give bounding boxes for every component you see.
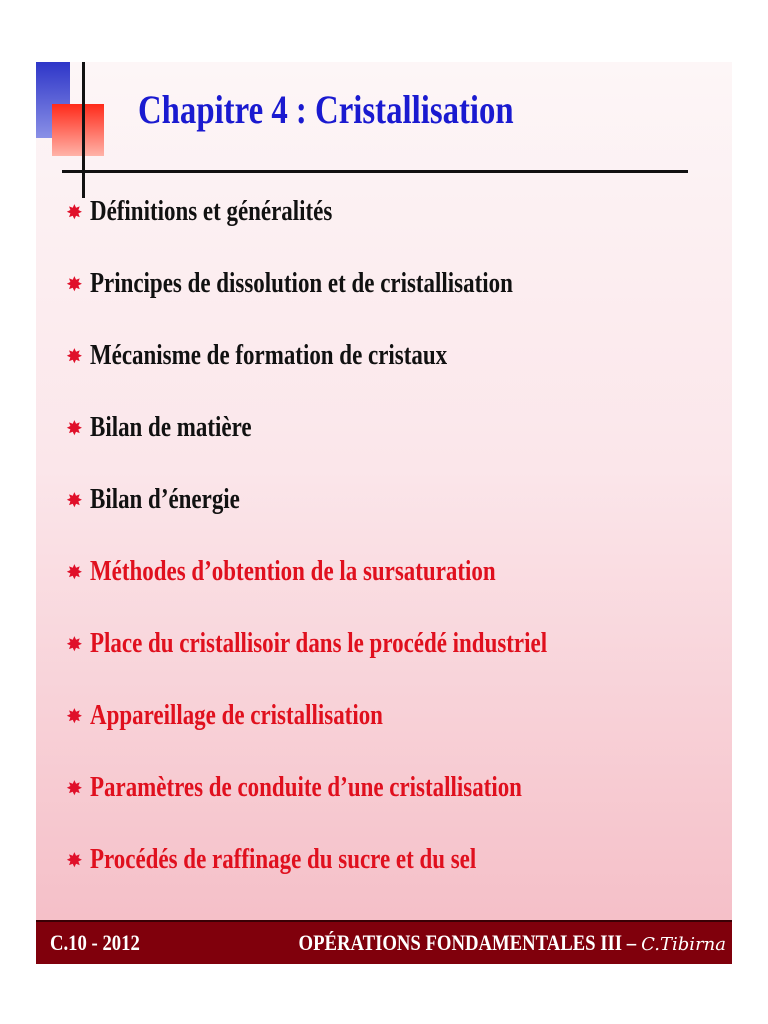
asterisk-icon: ✸ bbox=[66, 344, 83, 368]
decor-red-square bbox=[52, 104, 104, 156]
decor-vertical-line bbox=[82, 62, 85, 198]
bullet-item bbox=[66, 628, 647, 660]
slide-title: Chapitre 4 : Cristallisation bbox=[138, 87, 514, 132]
bullet-text: Mécanisme de formation de cristaux bbox=[90, 340, 448, 371]
title-underline bbox=[62, 170, 688, 173]
asterisk-icon: ✸ bbox=[66, 416, 83, 440]
bullet-item bbox=[66, 556, 585, 588]
bullet-text: Bilan d’énergie bbox=[90, 484, 240, 515]
bullet-item bbox=[66, 196, 386, 228]
asterisk-icon: ✸ bbox=[66, 560, 83, 584]
bullet-item bbox=[66, 772, 617, 804]
bullet-item bbox=[66, 268, 606, 300]
asterisk-icon: ✸ bbox=[66, 632, 83, 656]
footer-title-text: OPÉRATIONS FONDAMENTALES III – bbox=[298, 930, 636, 955]
bullet-item bbox=[66, 340, 525, 372]
footer-bar bbox=[36, 920, 732, 964]
bullet-text: Définitions et généralités bbox=[90, 196, 333, 227]
footer-course-title bbox=[239, 930, 726, 956]
bullet-item bbox=[66, 700, 447, 732]
bullet-text: Bilan de matière bbox=[90, 412, 252, 443]
footer-course-code: C.10 - 2012 bbox=[50, 930, 140, 955]
bullet-text: Procédés de raffinage du sucre et du sel bbox=[90, 844, 477, 875]
bullet-text: Méthodes d’obtention de la sursaturation bbox=[90, 556, 496, 587]
asterisk-icon: ✸ bbox=[66, 704, 83, 728]
asterisk-icon: ✸ bbox=[66, 488, 83, 512]
bullet-text: Principes de dissolution et de cristallisation bbox=[90, 268, 513, 299]
bullet-text: Place du cristallisoir dans le procédé industriel bbox=[90, 628, 548, 659]
bullet-text: Appareillage de cristallisation bbox=[90, 700, 383, 731]
asterisk-icon: ✸ bbox=[66, 848, 83, 872]
bullet-item bbox=[66, 484, 273, 516]
bullet-item bbox=[66, 844, 561, 876]
bullet-item bbox=[66, 412, 287, 444]
asterisk-icon: ✸ bbox=[66, 776, 83, 800]
slide bbox=[36, 62, 732, 964]
footer-author: C.Tibirna bbox=[641, 934, 726, 955]
bullet-text: Paramètres de conduite d’une cristallisation bbox=[90, 772, 522, 803]
asterisk-icon: ✸ bbox=[66, 272, 83, 296]
asterisk-icon: ✸ bbox=[66, 200, 83, 224]
